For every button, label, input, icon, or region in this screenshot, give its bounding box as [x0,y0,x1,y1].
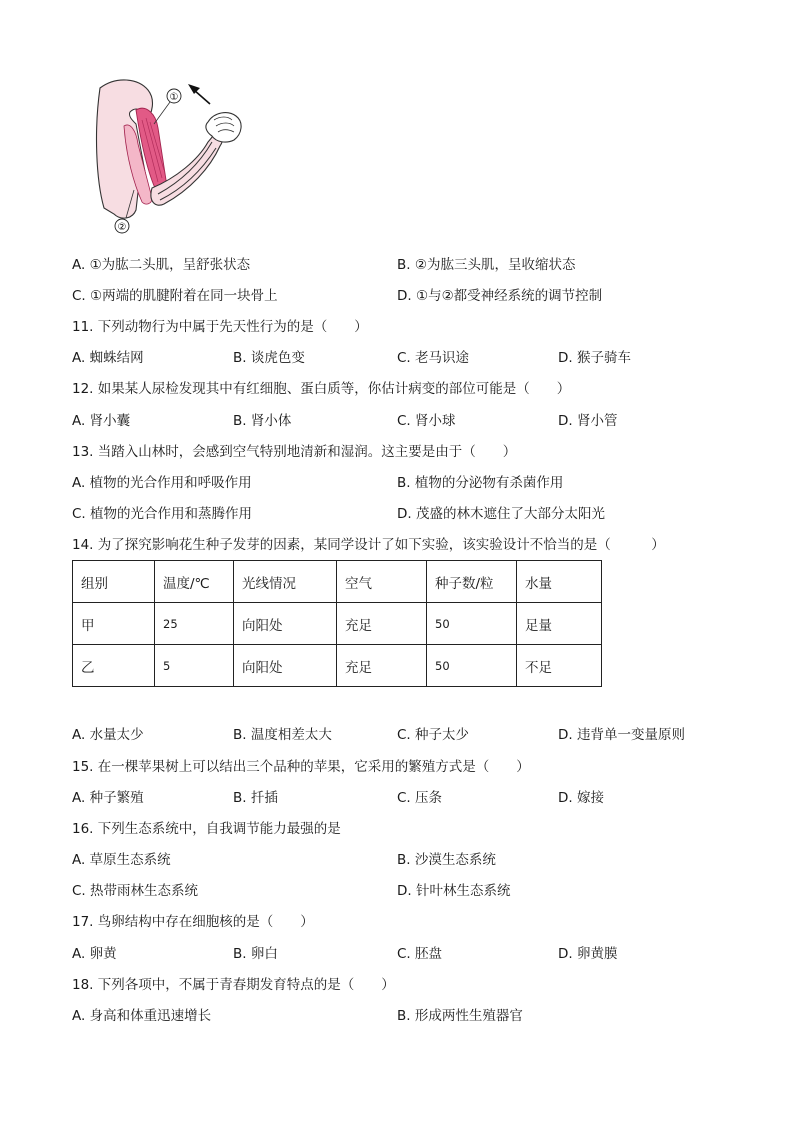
q10-option-c: C. ①两端的肌腱附着在同一块骨上 [72,288,278,304]
table-row [73,603,602,645]
q16-stem: 16. 下列生态系统中，自我调节能力最强的是 [72,821,341,837]
q14-option-b: B. 温度相差太大 [233,727,332,743]
header-cell: 种子数/粒 [427,561,517,603]
q10-option-d: D. ①与②都受神经系统的调节控制 [397,288,603,304]
q18-stem: 18. 下列各项中，不属于青春期发育特点的是（ ） [72,977,395,993]
table-row [73,645,602,687]
q11-option-c: C. 老马识途 [397,350,470,366]
q15-stem: 15. 在一棵苹果树上可以结出三个品种的苹果，它采用的繁殖方式是（ ） [72,759,530,775]
q10-option-b: B. ②为肱三头肌，呈收缩状态 [397,257,576,273]
table-cell: 乙 [73,645,155,687]
q14-option-a: A. 水量太少 [72,727,144,743]
q17-option-c: C. 胚盘 [397,946,443,962]
q13-option-c: C. 植物的光合作用和蒸腾作用 [72,506,253,522]
table-cell: 向阳处 [234,603,337,645]
header-cell: 水量 [517,561,602,603]
q17-option-b: B. 卵白 [233,946,278,962]
table-cell: 向阳处 [234,645,337,687]
q16-option-b: B. 沙漠生态系统 [397,852,496,868]
q15-option-b: B. 扦插 [233,790,278,806]
motion-arrow [194,90,210,104]
table-cell: 足量 [517,603,602,645]
q12-option-a: A. 肾小囊 [72,413,131,429]
label-2: ② [117,222,127,233]
q14-stem: 14. 为了探究影响花生种子发芽的因素，某同学设计了如下实验，该实验设计不恰当的是（ ） [72,537,665,553]
q17-stem: 17. 鸟卵结构中存在细胞核的是（ ） [72,914,314,930]
table-cell: 充足 [337,603,427,645]
q13-option-d: D. 茂盛的林木遮住了大部分太阳光 [397,506,605,522]
q12-option-d: D. 肾小管 [558,413,618,429]
q11-option-b: B. 谈虎色变 [233,350,305,366]
q13-stem: 13. 当踏入山林时，会感到空气特别地清新和湿润。这主要是由于（ ） [72,444,517,460]
label-1: ① [169,92,179,103]
q13-option-b: B. 植物的分泌物有杀菌作用 [397,475,564,491]
q17-option-a: A. 卵黄 [72,946,117,962]
arm-muscle-figure [86,70,256,240]
q13-option-a: A. 植物的光合作用和呼吸作用 [72,475,252,491]
q12-option-c: C. 肾小球 [397,413,456,429]
q11-option-a: A. 蜘蛛结网 [72,350,144,366]
table-header-row [73,561,602,603]
q15-option-a: A. 种子繁殖 [72,790,144,806]
q16-option-c: C. 热带雨林生态系统 [72,883,199,899]
experiment-table [72,560,602,687]
header-cell: 光线情况 [234,561,337,603]
arrow-head-icon [188,84,200,94]
q12-option-b: B. 肾小体 [233,413,292,429]
q16-option-d: D. 针叶林生态系统 [397,883,511,899]
table-cell: 甲 [73,603,155,645]
q12-stem: 12. 如果某人尿检发现其中有红细胞、蛋白质等，你估计病变的部位可能是（ ） [72,381,571,397]
header-cell: 组别 [73,561,155,603]
q11-stem: 11. 下列动物行为中属于先天性行为的是（ ） [72,319,368,335]
table-cell: 5 [155,645,234,687]
q15-option-d: D. 嫁接 [558,790,604,806]
table-cell: 25 [155,603,234,645]
q15-option-c: C. 压条 [397,790,443,806]
q16-option-a: A. 草原生态系统 [72,852,171,868]
table-cell: 不足 [517,645,602,687]
q17-option-d: D. 卵黄膜 [558,946,618,962]
q18-option-b: B. 形成两性生殖器官 [397,1008,523,1024]
table-cell: 50 [427,645,517,687]
table-cell: 充足 [337,645,427,687]
q10-option-a: A. ①为肱二头肌，呈舒张状态 [72,257,251,273]
q18-option-a: A. 身高和体重迅速增长 [72,1008,212,1024]
q11-option-d: D. 猴子骑车 [558,350,631,366]
q14-option-d: D. 违背单一变量原则 [558,727,685,743]
header-cell: 温度/℃ [155,561,234,603]
table-cell: 50 [427,603,517,645]
header-cell: 空气 [337,561,427,603]
q14-option-c: C. 种子太少 [397,727,470,743]
